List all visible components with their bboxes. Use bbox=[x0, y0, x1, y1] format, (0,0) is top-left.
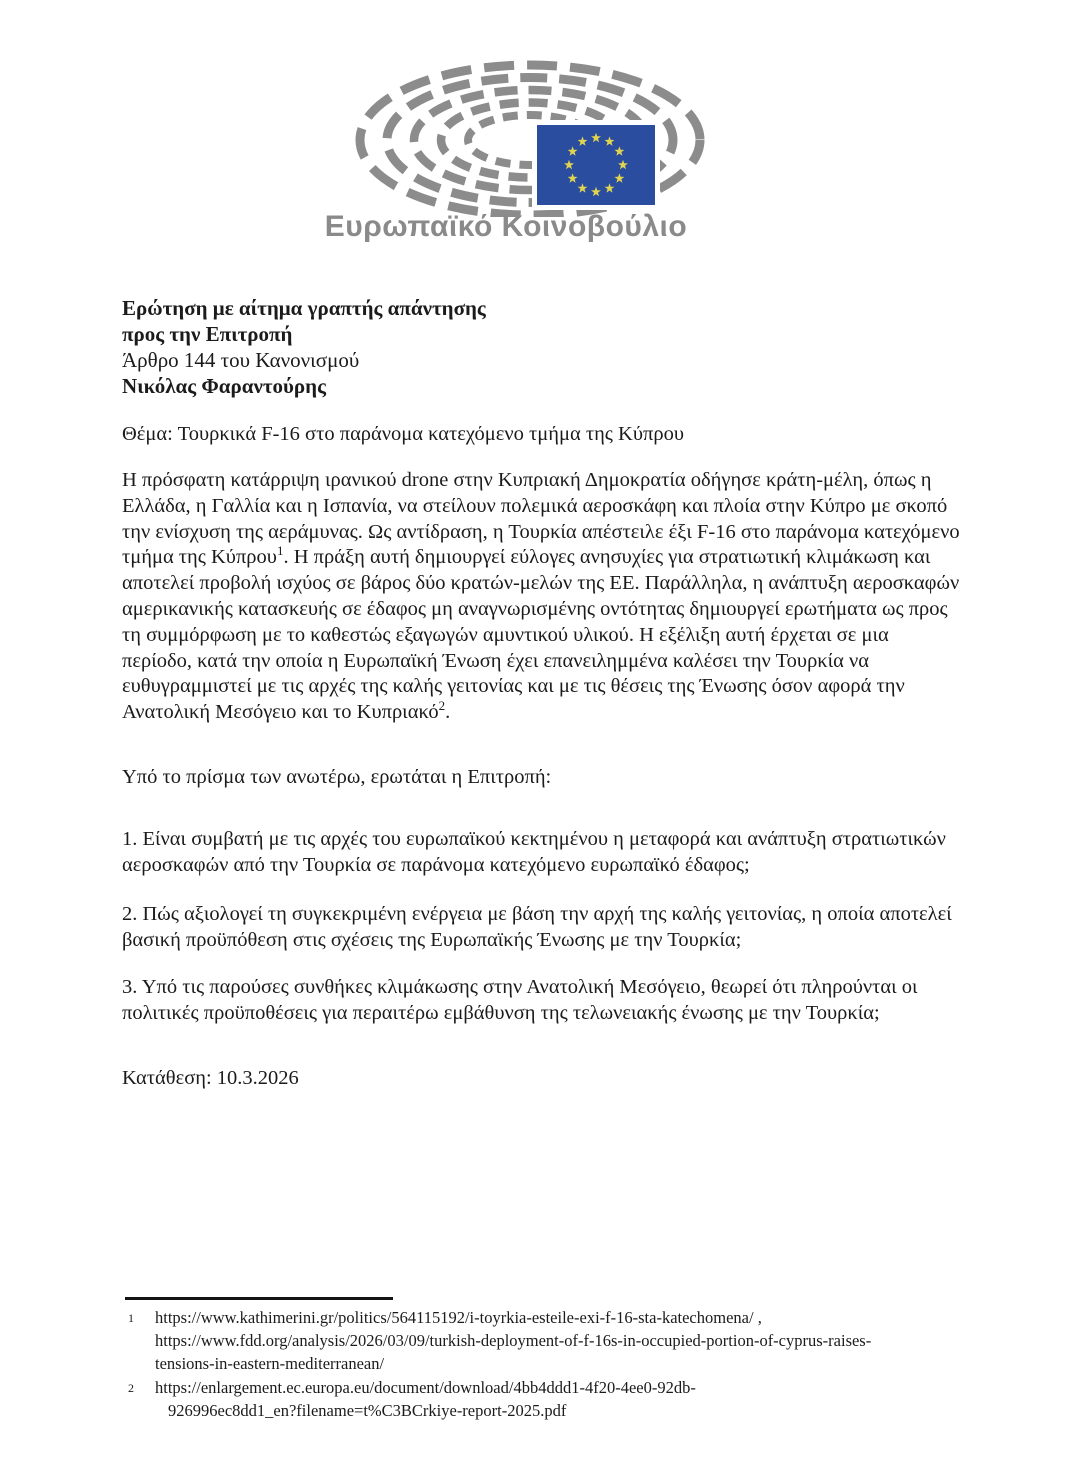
footnote-ref-1: 1 bbox=[276, 543, 284, 559]
question-header bbox=[122, 295, 962, 399]
footnote-2 bbox=[128, 1376, 968, 1422]
question-item-1: 1. Είναι συμβατή με τις αρχές του ευρωπαϊκού κεκτημένου η μεταφορά και ανάπτυξη στρατιωτικών αεροσκαφών από την Τουρκία σε παράνομα κατεχόμενο ευρωπαϊκό έδαφος; bbox=[122, 828, 946, 876]
question-item-3: 3. Υπό τις παρούσες συνθήκες κλιμάκωσης στην Ανατολική Μεσόγειο, θεωρεί ότι πληρούνται οι πολιτικές προϋποθέσεις για περαιτέρω εμβάθυνση της τελωνειακής ένωσης με την Τουρκία; bbox=[122, 976, 918, 1024]
footnote-1-url-2-cont: tensions-in-eastern-mediterranean/ bbox=[155, 1354, 385, 1373]
addressee-line: προς την Επιτροπή bbox=[122, 322, 293, 346]
footnote-1-url-1: https://www.kathimerini.gr/politics/564115192/i-toyrkia-esteile-exi-f-16-sta-katechomena/ , bbox=[155, 1308, 762, 1327]
subject-line: Θέμα: Τουρκικά F-16 στο παράνομα κατεχόμενο τμήμα της Κύπρου bbox=[122, 423, 684, 445]
ep-hemicycle-logo-icon bbox=[330, 52, 750, 217]
rule-reference-line: Άρθρο 144 του Κανονισμού bbox=[122, 348, 360, 372]
footnotes bbox=[128, 1306, 968, 1422]
footnote-1-marker: 1 bbox=[128, 1311, 134, 1325]
submission-date: Κατάθεση: 10.3.2026 bbox=[122, 1067, 299, 1089]
footnote-separator bbox=[125, 1297, 393, 1300]
eu-flag-icon bbox=[532, 120, 660, 210]
footnote-2-url-1-cont: 926996ec8dd1_en?filename=t%C3BCrkiye-report-2025.pdf bbox=[168, 1401, 567, 1420]
footnote-2-url-1: https://enlargement.ec.europa.eu/document/download/4bb4ddd1-4f20-4ee0-92db- bbox=[155, 1378, 696, 1397]
european-parliament-logo bbox=[324, 52, 750, 252]
body-text-part3: . bbox=[445, 701, 451, 724]
body-text-part2: . Η πράξη αυτή δημιουργεί εύλογες ανησυχίες για στρατιωτική κλιμάκωση και αποτελεί προβολή ισχύος σε βάρος δύο κρατών-μελών της ΕΕ. Παράλληλα, η ανάπτυξη αεροσκαφών αμερικανικής κατασκευής σε έδαφος μη αναγνωρισμένης οντότητας δημιουργεί ερωτήματα ως προς τη συμμόρφωση με το καθεστώς εξαγωγών αμυντικού υλικού. Η εξέλιξη αυτή έρχεται σε μια περίοδο, κατά την οποία η Ευρωπαϊκή Ένωση έχει επανειλημμένα καλέσει την Τουρκία να ευθυγραμμιστεί με τις αρχές της καλής γειτονίας και με τις θέσεις της Ένωσης όσον αφορά την Ανατολική Μεσόγειο και το Κυπριακό bbox=[122, 546, 960, 724]
questions-intro: Υπό το πρίσμα των ανωτέρω, ερωτάται η Επιτροπή: bbox=[122, 766, 552, 788]
question-item-2: 2. Πώς αξιολογεί τη συγκεκριμένη ενέργεια με βάση την αρχή της καλής γειτονίας, η οποία αποτελεί βασική προϋπόθεση στις σχέσεις της Ευρωπαϊκής Ένωσης με την Τουρκία; bbox=[122, 903, 952, 951]
footnote-1 bbox=[128, 1306, 968, 1375]
logo-caption: Ευρωπαϊκό Κοινοβούλιο bbox=[324, 210, 688, 243]
footnote-ref-2: 2 bbox=[438, 698, 446, 714]
footnote-1-url-2: https://www.fdd.org/analysis/2026/03/09/turkish-deployment-of-f-16s-in-occupied-portion-of-cyprus-raises- bbox=[155, 1331, 872, 1350]
body-paragraph bbox=[122, 468, 962, 726]
body-text-part1: Η πρόσφατη κατάρριψη ιρανικού drone στην Κυπριακή Δημοκρατία οδήγησε κράτη-μέλη, όπως η Ελλάδα, η Γαλλία και η Ισπανία, να στείλουν πολεμικά αεροσκάφη και πλοία στην Κύπρο με σκοπό την ενίσχυση της αεράμυνας. Ως αντίδραση, η Τουρκία απέστειλε έξι F-16 στο παράνομα κατεχόμενο τμήμα της Κύπρου bbox=[122, 469, 960, 569]
footnote-2-marker: 2 bbox=[128, 1381, 134, 1395]
question-type-line: Ερώτηση με αίτημα γραπτής απάντησης bbox=[122, 296, 486, 320]
author-name: Νικόλας Φαραντούρης bbox=[122, 374, 326, 398]
